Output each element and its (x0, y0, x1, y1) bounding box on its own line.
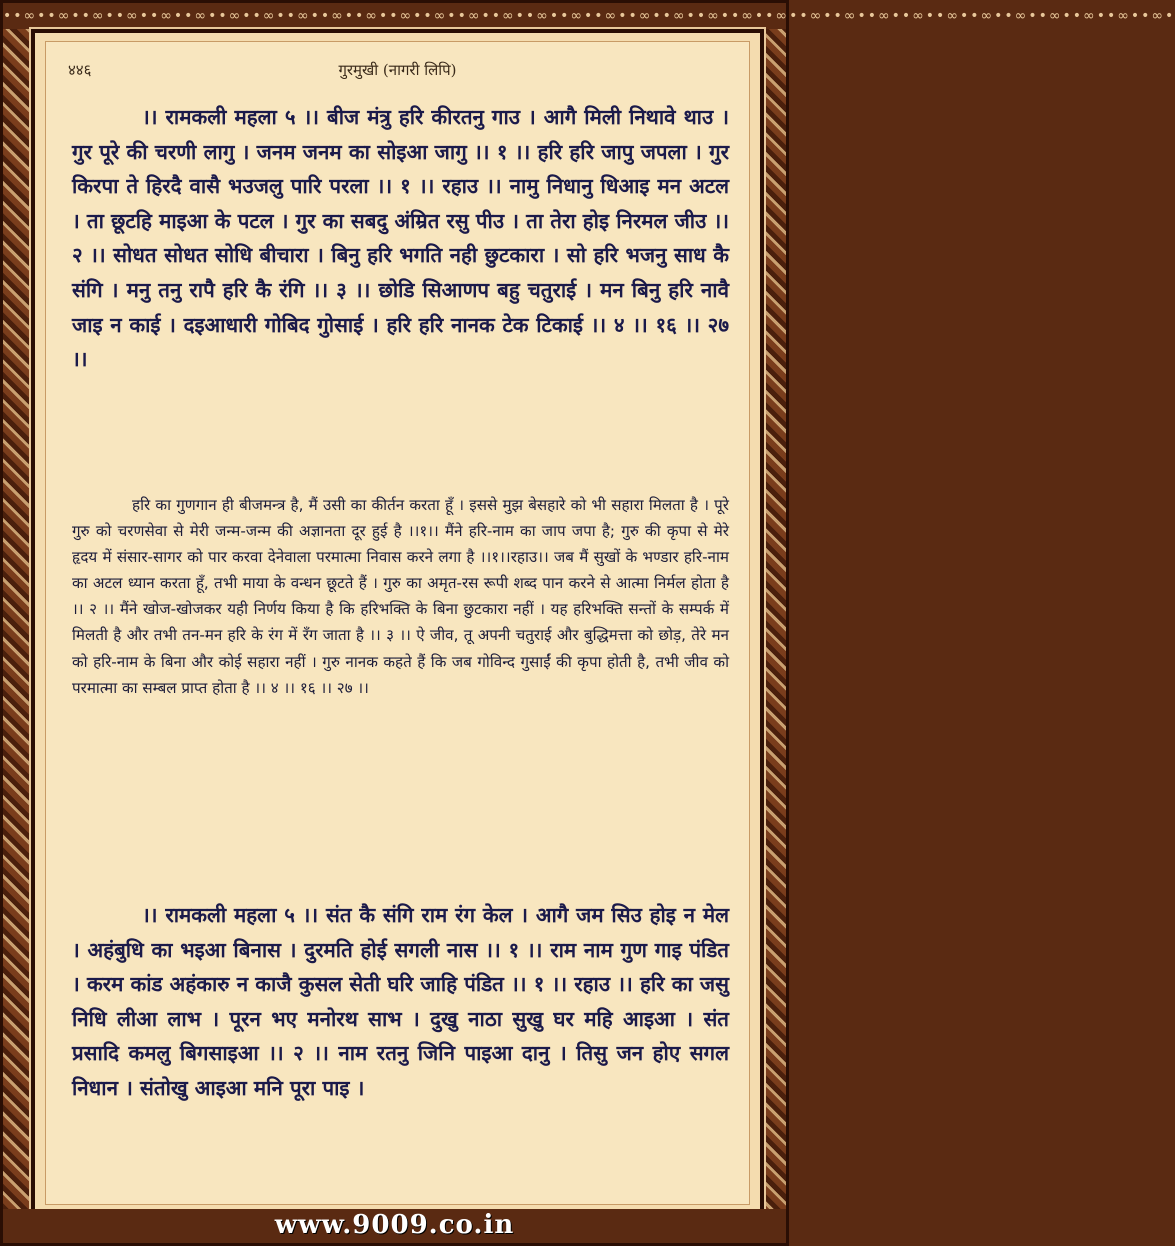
verse-text-2: ।। रामकली महला ५ ।। संत कै संगि राम रंग केल । आगै जम सिउ होइ न मेल । अहंबुधि का भइआ बिनास । दुरमति होई सगली नास ।। १ ।। राम नाम गुण गाइ पंडित । करम कांड अहंकारु न काजै कुसल सेती घरि जाहि पंडित ।। १ ।। रहाउ ।। हरि का जसु निधि लीआ लाभ । पूरन भए मनोरथ साभ । दुखु नाठा सुखु घर महि आइआ । संत प्रसादि कमलु बिगसाइआ ।। २ ।। नाम रतनु जिनि पाइआ दानु । तिसु जन होए सगल निधान । संतोखु आइआ मनि पूरा पाइ । (72, 903, 729, 1100)
page (45, 41, 750, 1205)
page-number: ४४६ (68, 61, 92, 79)
page-header (60, 60, 735, 84)
footer-url: www.9009.co.in (274, 1210, 515, 1240)
top-ornament-band (3, 3, 1175, 29)
top-ornament: ••∞••∞••∞••∞••∞••∞••∞••∞••∞••∞••∞••∞••∞••∞••∞••∞••∞••∞••∞••∞••∞••∞••∞••∞••∞••∞••∞••∞••∞••∞••∞••∞••∞••∞• (3, 8, 1175, 24)
running-title: गुरमुखी (नागरी लिपि) (338, 61, 457, 79)
translation-text-1: हरि का गुणगान ही बीजमन्त्र है, मैं उसी का कीर्तन करता हूँ । इससे मुझ बेसहारे को भी सहारा मिलता है । पूरे गुरु को चरणसेवा से मेरी जन्म-जन्म की अज्ञानता दूर हुई है ।।१।। मैंने हरि-नाम का जाप जपा है; गुरु की कृपा से मेरे हृदय में संसार-सागर को पार करवा देनेवाला परमात्मा निवास करने लगा है ।।१।।रहाउ।। जब मैं सुखों के भण्डार हरि-नाम का अटल ध्यान करता हूँ, तभी माया के वन्धन छूटते हैं । गुरु का अमृत-रस रूपी शब्द पान करने से आत्मा निर्मल होता है ।। २ ।। मैंने खोज-खोजकर यही निर्णय किया है कि हरिभक्ति के बिना छुटकारा नहीं । यह हरिभक्ति सन्तों के सम्पर्क में मिलती है और तभी तन-मन हरि के रंग में रँग जाता है ।। ३ ।। ऐ जीव, तू अपनी चतुराई और बुद्धिमत्ता को छोड़, तेरे मन को हरि-नाम के बिना और कोई सहारा नहीं । गुरु नानक कहते हैं कि जब गोविन्द गुसाईं की कृपा होती है, तभी जीव को परमात्मा का सम्बल प्राप्त होता है ।। ४ ।। १६ ।। २७ ।। (72, 496, 729, 697)
verse-block-1 (72, 100, 729, 377)
translation-block-1 (72, 492, 729, 701)
verse-block-2 (72, 898, 729, 1106)
verse-text-1: ।। रामकली महला ५ ।। बीज मंत्रु हरि कीरतनु गाउ । आगै मिली निथावे थाउ । गुर पूरे की चरणी लागु । जनम जनम का सोइआ जागु ।। १ ।। हरि हरि जापु जपला । गुर किरपा ते हिरदै वासै भउजलु पारि परला ।। १ ।। रहाउ ।। नामु निधानु धिआइ मन अटल । ता छूटहि माइआ के पटल । गुर का सबदु अंम्रित रसु पीउ । ता तेरा होइ निरमल जीउ ।। २ ।। सोधत सोधत सोधि बीचारा । बिनु हरि भगति नही छुटकारा । सो हरि भजनु साध कै संगि । मनु तनु रापै हरि कै रंगि ।। ३ ।। छोडि सिआणप बहु चतुराई । मन बिनु हरि नावै जाइ न काई । दइआधारी गोबिद गुोसाई । हरि हरि नानक टेक टिकाई ।। ४ ।। १६ ।। २७ ।। (72, 105, 729, 372)
footer-band (3, 1209, 786, 1243)
page-frame (31, 29, 764, 1217)
